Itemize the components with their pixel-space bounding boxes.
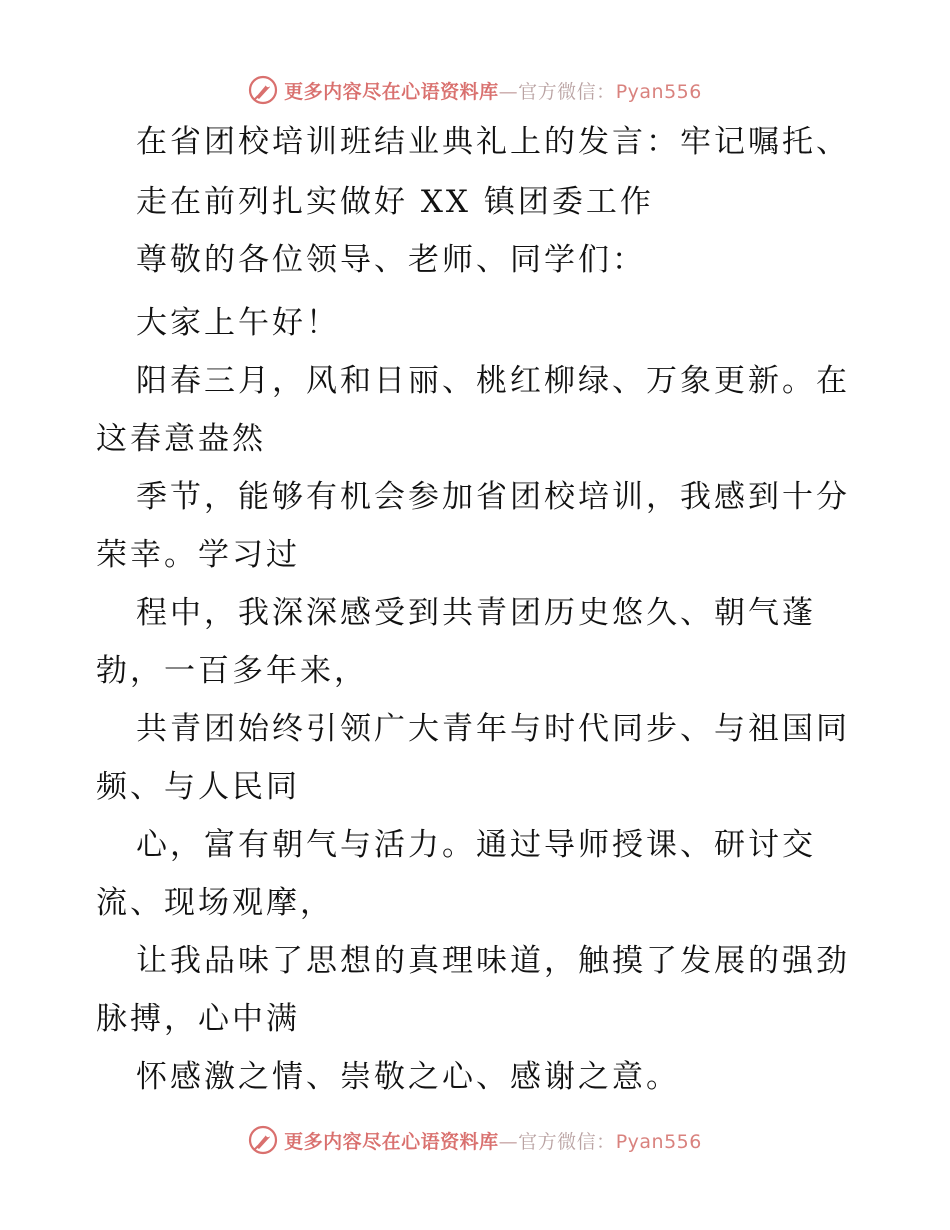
paragraph-line: 季节，能够有机会参加省团校培训，我感到十分	[136, 479, 850, 515]
paragraph-line: 阳春三月，风和日丽、桃红柳绿、万象更新。在	[136, 363, 850, 399]
paragraph-line: 脉搏，心中满	[96, 1001, 300, 1037]
watermark-site: 更多内容尽在心语资料库	[284, 80, 499, 103]
paragraph-line: 让我品味了思想的真理味道，触摸了发展的强劲	[136, 943, 850, 979]
watermark-wechat-id: Pyan556	[615, 1130, 702, 1153]
paragraph-line: 共青团始终引领广大青年与时代同步、与祖国同	[136, 711, 850, 747]
watermark-text	[284, 77, 702, 104]
watermark-wechat-id: Pyan556	[615, 80, 702, 103]
header-watermark	[0, 70, 950, 110]
pen-nib-logo-icon	[248, 75, 278, 105]
greeting: 大家上午好！	[136, 305, 340, 341]
footer-watermark	[0, 1120, 950, 1160]
title-line-2: 走在前列扎实做好 XX 镇团委工作	[136, 184, 654, 220]
pen-nib-logo-icon	[248, 1125, 278, 1155]
watermark-wechat-label: 官方微信：	[518, 1130, 616, 1153]
paragraph-line: 怀感激之情、崇敬之心、感谢之意。	[136, 1059, 680, 1095]
paragraph-line: 这春意盎然	[96, 421, 266, 457]
paragraph-line: 勃，一百多年来，	[96, 653, 368, 689]
paragraph-line: 流、现场观摩，	[96, 885, 334, 921]
watermark-separator: —	[498, 1130, 519, 1153]
paragraph-line: 频、与人民同	[96, 769, 300, 805]
paragraph-line: 程中，我深深感受到共青团历史悠久、朝气蓬	[136, 595, 816, 631]
paragraph-line: 荣幸。学习过	[96, 537, 300, 573]
watermark-text	[284, 1127, 702, 1154]
salutation: 尊敬的各位领导、老师、同学们：	[136, 242, 646, 278]
watermark-wechat-label: 官方微信：	[518, 80, 616, 103]
paragraph-line: 心，富有朝气与活力。通过导师授课、研讨交	[136, 827, 816, 863]
watermark-site: 更多内容尽在心语资料库	[284, 1130, 499, 1153]
title-line-1: 在省团校培训班结业典礼上的发言：牢记嘱托、	[136, 124, 850, 160]
watermark-separator: —	[498, 80, 519, 103]
